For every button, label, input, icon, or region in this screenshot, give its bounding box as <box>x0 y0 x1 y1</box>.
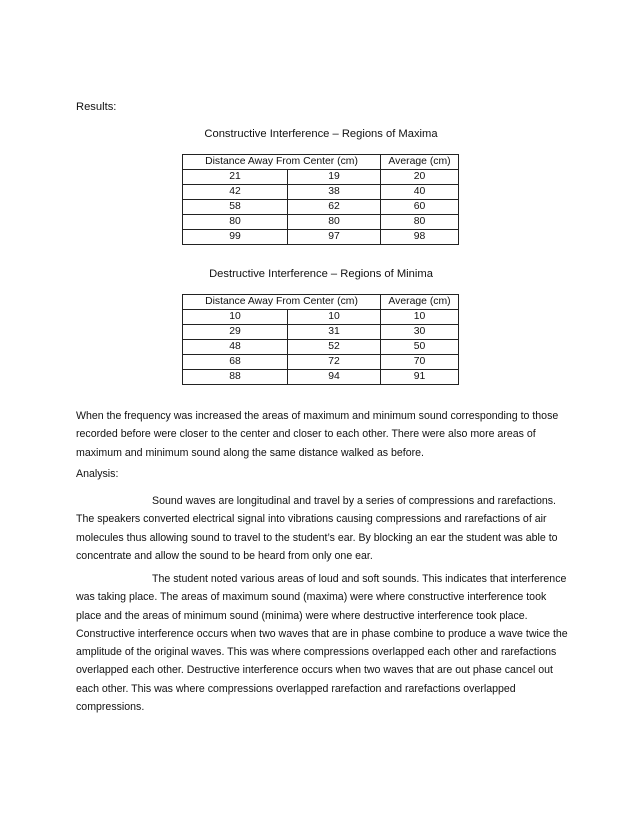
table-cell: 30 <box>381 325 459 340</box>
constructive-table-caption: Constructive Interference – Regions of Maxima <box>204 128 438 140</box>
table-cell: 88 <box>183 370 288 385</box>
table-row <box>183 370 459 385</box>
table-cell: 62 <box>288 200 381 215</box>
table-cell: 91 <box>381 370 459 385</box>
table-cell: 97 <box>288 230 381 245</box>
table-row <box>183 325 459 340</box>
table-cell: 58 <box>183 200 288 215</box>
distance-header: Distance Away From Center (cm) <box>183 295 381 310</box>
constructive-interference-table <box>182 154 459 245</box>
table-cell: 29 <box>183 325 288 340</box>
table-cell: 20 <box>381 170 459 185</box>
table-row <box>183 170 459 185</box>
table-cell: 72 <box>288 355 381 370</box>
table-header-row <box>183 155 459 170</box>
table-cell: 94 <box>288 370 381 385</box>
table-cell: 80 <box>288 215 381 230</box>
table-cell: 99 <box>183 230 288 245</box>
table-cell: 31 <box>288 325 381 340</box>
average-header: Average (cm) <box>381 155 459 170</box>
table-row <box>183 340 459 355</box>
table-cell: 52 <box>288 340 381 355</box>
table-cell: 60 <box>381 200 459 215</box>
table-header-row <box>183 295 459 310</box>
table-cell: 40 <box>381 185 459 200</box>
table-cell: 19 <box>288 170 381 185</box>
table-cell: 50 <box>381 340 459 355</box>
analysis-heading: Analysis: <box>76 468 119 480</box>
table-row <box>183 230 459 245</box>
table-row <box>183 215 459 230</box>
table-cell: 10 <box>288 310 381 325</box>
table-row <box>183 185 459 200</box>
table-row <box>183 310 459 325</box>
table-cell: 42 <box>183 185 288 200</box>
results-heading: Results: <box>76 101 117 113</box>
average-header: Average (cm) <box>381 295 459 310</box>
analysis-paragraph-interference: The student noted various areas of loud and soft sounds. This indicates that interference was taking place. The areas of maximum sound (maxima) were where constructive interference took place and the areas of minimum sound (minima) were where destructive interference took place. Constructive interference occurs when two waves that are in phase combine to produce a wave twice the amplitude of the original waves. This was where compressions overlapped each other and rarefactions overlapped each other. Destructive interference occurs when two waves that are out phase cancel out each other. This was where compressions overlapped rarefaction and rarefactions overlapped compressions. <box>76 573 568 714</box>
table-cell: 10 <box>183 310 288 325</box>
table-cell: 80 <box>381 215 459 230</box>
table-row <box>183 355 459 370</box>
destructive-interference-table <box>182 294 459 385</box>
table-cell: 21 <box>183 170 288 185</box>
table-row <box>183 200 459 215</box>
table-cell: 48 <box>183 340 288 355</box>
table-cell: 70 <box>381 355 459 370</box>
table-cell: 80 <box>183 215 288 230</box>
analysis-paragraph-sound-waves: Sound waves are longitudinal and travel by a series of compressions and rarefactions. The speakers converted electrical signal into vibrations causing compressions and rarefactions of air molecules thus allowing sound to travel to the student’s ear. By blocking an ear the student was able to concentrate and allow the sound to be heard from only one ear. <box>76 495 558 562</box>
table-cell: 98 <box>381 230 459 245</box>
table-cell: 38 <box>288 185 381 200</box>
table-cell: 10 <box>381 310 459 325</box>
table-cell: 68 <box>183 355 288 370</box>
distance-header: Distance Away From Center (cm) <box>183 155 381 170</box>
results-paragraph: When the frequency was increased the areas of maximum and minimum sound corresponding to those recorded before were closer to the center and closer to each other. There were also more areas of maximum and minimum sound along the same distance walked as before. <box>76 410 559 459</box>
destructive-table-caption: Destructive Interference – Regions of Minima <box>209 268 433 280</box>
